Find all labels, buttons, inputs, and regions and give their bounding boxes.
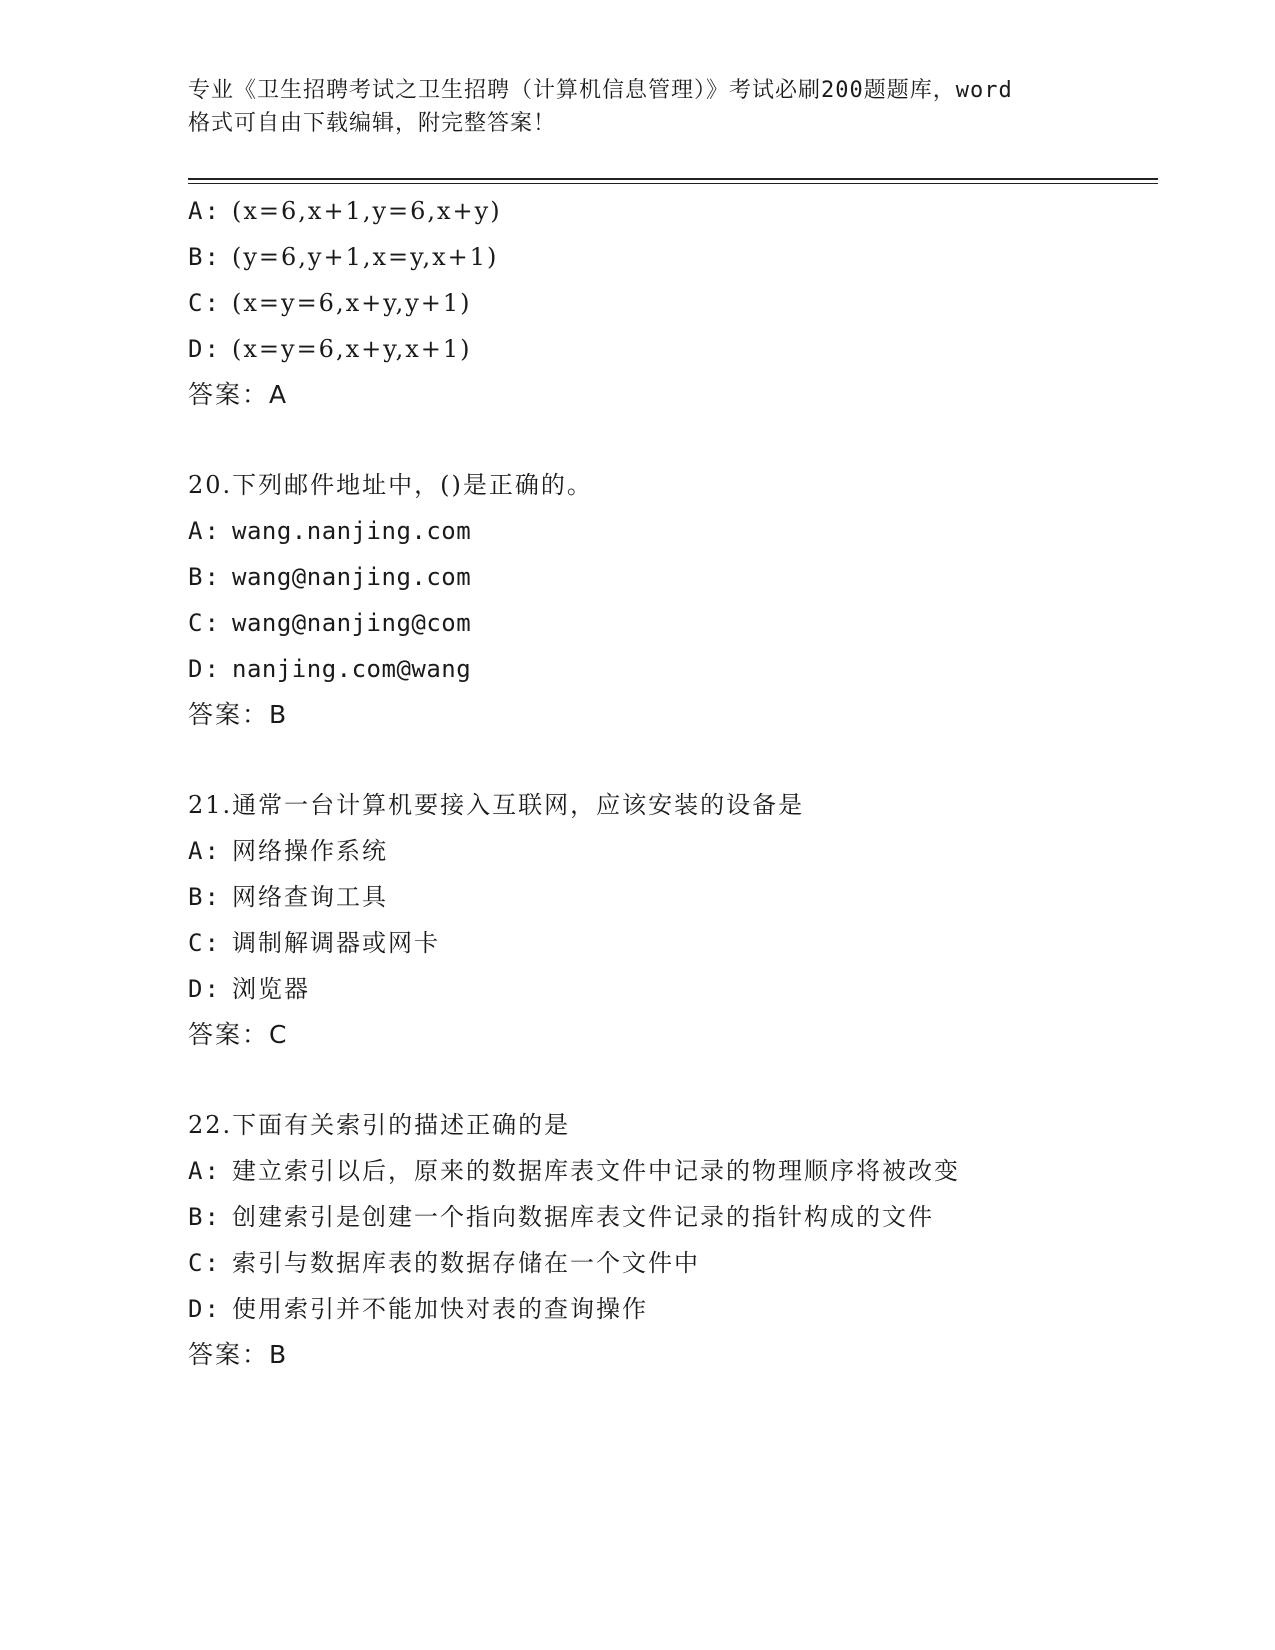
option-b (188, 1194, 1158, 1240)
question-20 (188, 462, 1158, 738)
option-key: A: (188, 1157, 221, 1185)
option-key: B: (188, 243, 221, 271)
option-text: (y=6,y+1,x=y,x+1) (232, 243, 499, 271)
option-key: B: (188, 1203, 221, 1231)
option-text: nanjing.com@wang (232, 655, 472, 683)
option-d (188, 966, 1158, 1012)
option-text: (x=y=6,x+y,x+1) (232, 335, 472, 363)
option-key: C: (188, 289, 221, 317)
option-key: B: (188, 563, 221, 591)
header-divider-thick (188, 178, 1158, 180)
option-text: 创建索引是创建一个指向数据库表文件记录的指针构成的文件 (232, 1203, 934, 1231)
answer-line: 答案：A (188, 380, 289, 409)
question-title: 22.下面有关索引的描述正确的是 (188, 1111, 571, 1139)
option-key: A: (188, 837, 221, 865)
question-list (188, 188, 1158, 1378)
option-text: (x=6,x+1,y=6,x+y) (232, 197, 502, 225)
option-c (188, 1240, 1158, 1286)
question-title: 21.通常一台计算机要接入互联网，应该安装的设备是 (188, 791, 805, 819)
answer-line: 答案：B (188, 700, 289, 729)
question-22 (188, 1102, 1158, 1378)
option-key: B: (188, 883, 221, 911)
option-text: wang.nanjing.com (232, 517, 472, 545)
option-c (188, 920, 1158, 966)
option-b (188, 234, 1158, 280)
option-text: 索引与数据库表的数据存储在一个文件中 (232, 1249, 700, 1277)
option-a (188, 828, 1158, 874)
header-line-1: 专业《卫生招聘考试之卫生招聘（计算机信息管理）》考试必刷200题题库，word (188, 78, 1013, 103)
option-text: (x=y=6,x+y,y+1) (232, 289, 472, 317)
option-a (188, 188, 1158, 234)
option-key: D: (188, 1295, 221, 1323)
option-text: wang@nanjing.com (232, 563, 472, 591)
option-text: 调制解调器或网卡 (232, 929, 440, 957)
question-title: 20.下列邮件地址中，()是正确的。 (188, 471, 593, 499)
option-d (188, 1286, 1158, 1332)
option-a (188, 508, 1158, 554)
option-key: C: (188, 929, 221, 957)
question-21 (188, 782, 1158, 1058)
option-key: D: (188, 335, 221, 363)
option-d (188, 326, 1158, 372)
header-divider-thin (188, 183, 1158, 184)
option-key: A: (188, 197, 221, 225)
option-key: C: (188, 609, 221, 637)
header-line-2: 格式可自由下载编辑，附完整答案！ (188, 111, 557, 136)
option-a (188, 1148, 1158, 1194)
answer-line: 答案：C (188, 1020, 289, 1049)
option-c (188, 600, 1158, 646)
option-text: 使用索引并不能加快对表的查询操作 (232, 1295, 648, 1323)
spacer (188, 738, 1158, 782)
option-b (188, 554, 1158, 600)
option-text: 网络操作系统 (232, 837, 388, 865)
option-d (188, 646, 1158, 692)
option-key: C: (188, 1249, 221, 1277)
question-block-continued (188, 188, 1158, 418)
spacer (188, 1058, 1158, 1102)
option-c (188, 280, 1158, 326)
option-key: D: (188, 655, 221, 683)
option-text: wang@nanjing@com (232, 609, 472, 637)
option-text: 建立索引以后，原来的数据库表文件中记录的物理顺序将被改变 (232, 1157, 960, 1185)
option-b (188, 874, 1158, 920)
option-key: D: (188, 975, 221, 1003)
option-key: A: (188, 517, 221, 545)
answer-line: 答案：B (188, 1340, 289, 1369)
option-text: 浏览器 (232, 975, 310, 1003)
option-text: 网络查询工具 (232, 883, 388, 911)
document-header (188, 74, 1088, 140)
spacer (188, 418, 1158, 462)
